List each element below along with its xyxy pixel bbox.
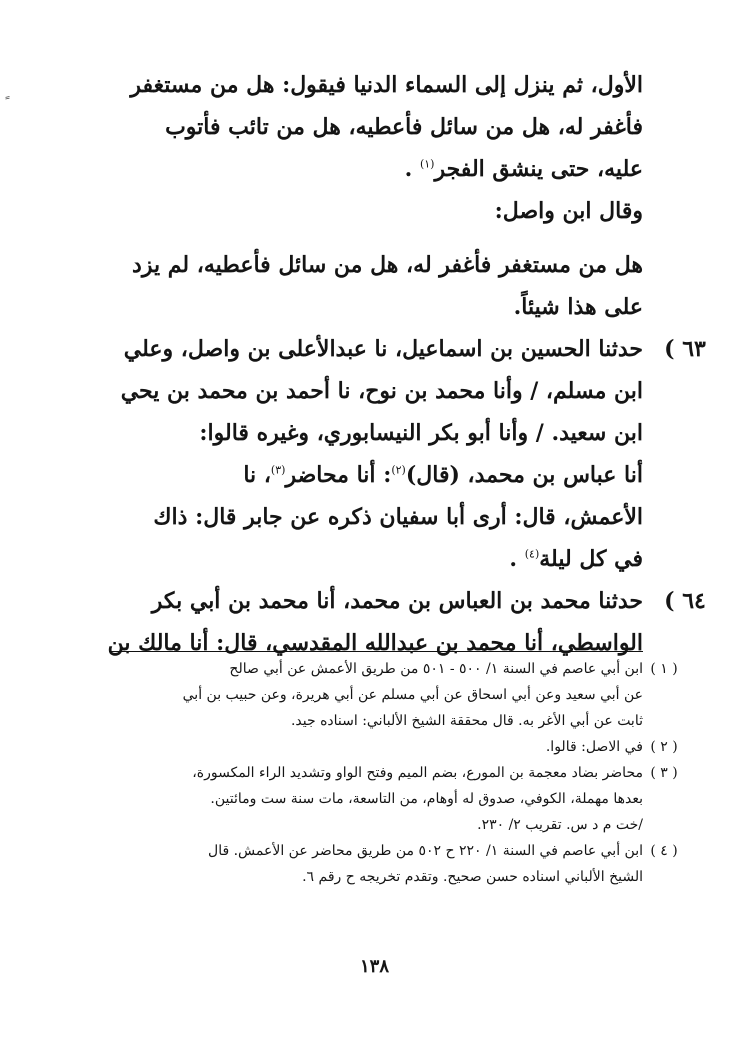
footnote-line: في الاصل: قالوا. bbox=[545, 739, 643, 755]
footnote-ref[interactable]: (٣) bbox=[270, 463, 286, 477]
footnote-line: عن أبي سعيد وعن أبي اسحاق عن أبي مسلم عن أبي هريرة، وعن حبيب بن أبي bbox=[182, 687, 643, 703]
hadith-number: ٦٤ ) bbox=[664, 588, 706, 614]
text-line: الأول، ثم ينزل إلى السماء الدنيا فيقول: هل من مستغفر bbox=[130, 72, 643, 98]
footnote-number: ( ٢ ) bbox=[650, 739, 678, 755]
footnote-4 bbox=[108, 838, 678, 890]
text-line bbox=[108, 538, 643, 580]
text-line: وقال ابن واصل: bbox=[494, 198, 643, 224]
footnote-line: الشيخ الألباني اسناده حسن صحيح. وتقدم تخريجه ح رقم ٦. bbox=[302, 869, 643, 885]
text-line bbox=[108, 148, 643, 190]
footnote-ref[interactable]: (٤) bbox=[524, 547, 540, 561]
text-line: فأغفر له، هل من سائل فأعطيه، هل من تائب فأتوب bbox=[165, 114, 643, 140]
page-number: ١٣٨ bbox=[359, 956, 389, 977]
text-segment: أنا عباس بن محمد، (قال) bbox=[405, 462, 643, 488]
text-line: ابن سعيد. / وأنا أبو بكر النيسابوري، وغيره قالوا: bbox=[199, 420, 643, 446]
period: . bbox=[404, 156, 413, 182]
text-line: الأعمش، قال: أرى أبا سفيان ذكره عن جابر قال: ذاك bbox=[153, 504, 643, 530]
hadith-63-first-line bbox=[108, 328, 706, 370]
footnote-line: ابن أبي عاصم في السنة ١/ ٥٠٠ - ٥٠١ من طريق الأعمش عن أبي صالح bbox=[229, 661, 643, 677]
text-segment: في كل ليلة bbox=[539, 546, 643, 572]
footnote-number: ( ١ ) bbox=[650, 661, 678, 677]
footnote-number: ( ٣ ) bbox=[650, 765, 678, 781]
main-text bbox=[107, 64, 706, 664]
footnote-line: محاضر بضاد معجمة بن المورع، بضم الميم وفتح الواو وتشديد الراء المكسورة، bbox=[192, 765, 643, 781]
hadith-64-first-line bbox=[108, 580, 706, 622]
text-line: الواسطي، أنا محمد بن عبدالله المقدسي، قال: أنا مالك بن bbox=[107, 630, 643, 656]
text-segment: ، نا bbox=[243, 462, 271, 488]
text-line: ابن مسلم، / وأنا محمد بن نوح، نا أحمد بن محمد بن يحي bbox=[120, 378, 643, 404]
period: . bbox=[509, 546, 518, 572]
footnote-2 bbox=[108, 734, 678, 760]
footnote-line: ابن أبي عاصم في السنة ١/ ٢٢٠ ح ٥٠٢ من طريق محاضر عن الأعمش. قال bbox=[208, 843, 643, 859]
footnotes bbox=[108, 656, 678, 890]
footnote-divider bbox=[109, 651, 643, 652]
footnote-line: /خت م د س. تقريب ٢/ ٢٣٠. bbox=[477, 817, 643, 833]
text-line bbox=[108, 454, 643, 496]
footnote-line: بعدها مهملة، الكوفي، صدوق له أوهام، من التاسعة، مات سنة ست ومائتين. bbox=[210, 791, 643, 807]
footnote-1 bbox=[108, 656, 678, 734]
text-segment: عليه، حتى ينشق الفجر bbox=[434, 156, 643, 182]
footnote-ref[interactable]: (١) bbox=[419, 157, 435, 171]
text-line: هل من مستغفر فأغفر له، هل من سائل فأعطيه، لم يزد bbox=[132, 252, 643, 278]
footnote-ref[interactable]: (٢) bbox=[391, 463, 406, 477]
footnote-3 bbox=[108, 760, 678, 838]
footnote-line: ثابت عن أبي الأغر به. قال محققة الشيخ الألباني: اسناده جيد. bbox=[290, 713, 643, 729]
text-segment: حدثنا الحسين بن اسماعيل، نا عبدالأعلى بن واصل، وعلي bbox=[123, 336, 643, 362]
hadith-number: ٦٣ ) bbox=[664, 336, 706, 362]
footnote-number: ( ٤ ) bbox=[650, 843, 678, 859]
text-segment: : أنا محاضر bbox=[285, 462, 392, 488]
text-segment: حدثنا محمد بن العباس بن محمد، أنا محمد بن أبي بكر bbox=[151, 588, 643, 614]
text-line: على هذا شيئاً. bbox=[513, 294, 643, 320]
